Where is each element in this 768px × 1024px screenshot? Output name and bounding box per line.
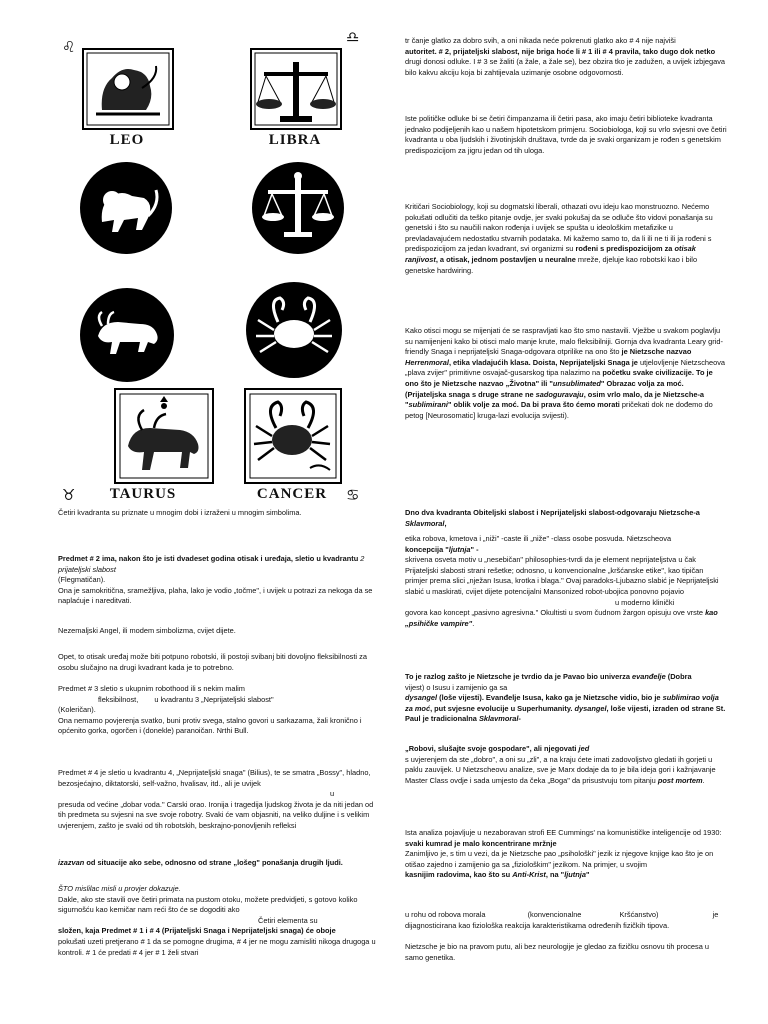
subject-2-type: (Flegmatičan).: [58, 575, 106, 585]
r4-will: Obrazac volja za moć. (Prijateljska snaga s druge strane ne: [405, 378, 684, 399]
r3-vulnerability: otisak ranjivost: [405, 244, 696, 264]
paragraph-angel: Nezemaljski Angel, ili modem simbolizma, cvijet dijete.: [58, 626, 236, 635]
r7-sublimated-will: sublimirao volja za moć: [405, 693, 719, 713]
r4-wait: pričekati dok ne dođemo do petog [Neurosomatic] kruga-lazi evolucija svijesti).: [405, 400, 713, 420]
r10-e: dijagnosticirana kao fiziološka reakcija karakteristikama određenih fizičkih tipova.: [405, 920, 670, 930]
r8-post-mortem: post mortem: [657, 775, 703, 785]
r4-ruling: , etika vladajućih klasa. Doista, Neprijateljski Snaga je: [448, 357, 638, 367]
r8-period: .: [702, 775, 705, 785]
r4-little: , osim vrlo malo, da je Nietzsche-a ": [405, 389, 705, 410]
paragraph-nietzsche-path: Nietzsche je bio na pravom putu, ali bez neurologije je gledao za fizičku osnovu tih procesa u samo genetika.: [405, 942, 710, 962]
r10-c: Kršćanstvo): [619, 910, 659, 919]
r5-sklavmoral: Sklavmoral: [405, 518, 445, 528]
r9-verse: svaki kumrad je malo koncentrirane mržnje: [405, 838, 557, 848]
r4-form: " oblik volje za moć. Da bi prava što ćemo morati: [447, 400, 620, 410]
r4-civilization: početku svake civilizacije. To je ono što je Nietzsche nazvao „Životna" ili ": [405, 368, 713, 388]
r6-speech: govora kao koncept „pasivno agresivna." Okultisti u svom čudnom žargon opisuju ove vrste: [405, 608, 703, 618]
thinker-quote: ŠTO mislilac misli u provjer dokazuje.: [58, 884, 181, 893]
paragraph-cummings: [405, 828, 727, 881]
subject-3-lead: Predmet # 3 sletio s ukupnim robothood ili s nekim malim: [58, 684, 245, 693]
r9-antichrist: Anti-Krist: [512, 870, 546, 880]
r3-end: mreže, djeluje kao robotski kao i bilo genetske hardwiring.: [405, 254, 698, 275]
paragraph-provoked: [58, 858, 380, 869]
subject-4-u: u: [330, 789, 335, 799]
cancer-circle-icon: [244, 280, 344, 380]
r7-bad: (loše vijesti). Evanđelje Isusa, kako ga je Nietzsche vidio, bio je: [439, 693, 661, 703]
libra-glyph-icon: ♎: [346, 28, 360, 46]
r6-ressentiment: ljutnja: [448, 544, 471, 554]
r7-good: (Dobra: [667, 672, 692, 681]
r9-ressentiment: ljutnja: [564, 870, 586, 880]
r7-path: , put svjesne evolucije u Superhumanity.: [430, 703, 573, 713]
libra-label: LIBRA: [268, 132, 322, 148]
thinker-complex: složen, kaja Predmet # 1 i # 4 (Prijateljski Snaga i Neprijateljski snaga) će oboje: [58, 926, 336, 936]
r3-imprint: , a otisak, jednom postavljen u neuralne: [435, 254, 576, 264]
r7-dysangel: dysangel: [405, 693, 438, 703]
r7-sklavmoral: Sklavmoral: [478, 714, 519, 724]
provoked-word: izazvan: [58, 858, 85, 867]
r6-conception: koncepcija ": [405, 544, 449, 554]
paragraph-subject-4: [58, 768, 380, 832]
r1-line1: tr čanje glatko za dobro svih, a oni nikada neće pokrenuti glatko ako # 4 nije najviši: [405, 36, 676, 45]
r8-body: s uvjerenjem da ste „dobro", a oni su „zli", a na kraju ćete imati zadovoljstvo gledati ih gorjeti u paklu zauvijek. U Nietzscheovu analize, sve je Marx dodaje da to je bila ideja gori i kažnjavanje Master Class ovdje i sada umjesto da čeka „Boga" da prisustvuju tom pitanju: [405, 754, 716, 785]
r4-body: Kako otisci mogu se mijenjati će se raspravljati kao što smo nastavili. Vježbe u svakom poglavlju su namijenjeni kako bi otisci malo manje krute, malo fleksibilniji. Gornja dva kvadranta Leary grid-friendly Snaga i neprijateljski Snaga-odgovara otprilike na ono što: [405, 326, 723, 357]
r4-sado: sadoguravaju: [535, 389, 584, 399]
taurus-woodcut-icon: [114, 388, 214, 484]
r5-comma: ,: [444, 518, 447, 528]
subject-2-description: Ona je samokritična, sramežljiva, plaha, lako je vodio „točme", i uvijek u potrazi za nekoga da se naplaćuje i nareditvati.: [58, 585, 373, 606]
taurus-glyph-icon: ♉: [62, 486, 76, 504]
r7-evangelion: evanđelje: [632, 672, 666, 681]
paragraph-smooth-running: [405, 36, 727, 78]
paragraph-political-decisions: Iste političke odluke bi se četiri čimpanzama ili četiri pasa, ako imaju četiri biblioteke kvadranta jednako podijeljenih kao u našem hipotetskom primjeru. Sociobiologa, koji su vrlo svjesni ove četiri kvadranta u oba ljudskih i životinjskih društava, tvrde da je svaki organizam je rođen s genetskim predispozicijom za jigru jedan od tih uloga.: [405, 114, 727, 155]
r4-nietzsche: je Nietzsche nazvao: [621, 347, 692, 357]
r7-stpaul: , loše vijesti, izraden od strane St. Paul je tradicionalna: [405, 703, 726, 724]
leo-woodcut-icon: [82, 48, 174, 130]
r7-body: To je razlog zašto je Nietzsche je tvrdio da je Pavao bio univerza: [405, 672, 630, 681]
r4-beast: utjelovljenje Nietzscheova „plava zvijer" primitivne osvajač-gusarskog tipa nalazimo na: [405, 357, 726, 378]
r6-hidden: skrivena osveta motiv u „nesebičan" philosophies-tvrdi da je element neprijateljstva u čak Prijateljski slabosti strani rešetke; odnosno, u konvencionalne „kršćanske etike", kao tipičan primjer prema slici „nježan Isusa, krotka i blaga." Ovaj paradoks-Ljubazno slabić je Neprijateljski slabić u maskirati, cvijet dijete potencijalni Mansonized robot-ubojica ponovno pojavio: [405, 555, 719, 596]
libra-woodcut-icon: [250, 48, 342, 130]
r9-quote: ": [585, 870, 590, 880]
r7-dash: -: [518, 714, 521, 724]
subject-3-description: Ona nemamo povjerenja svatko, buni protiv svega, stalno govori u sarkazama, žali kronično i općenito gorka, ogorčen i (donekle) paranoičan. Nrthi Bull.: [58, 715, 362, 736]
r6-clinical: u moderno klinički: [615, 597, 675, 607]
paragraph-thinker: [58, 884, 380, 958]
r9-on: , na ": [545, 870, 565, 880]
r10-a: u rohu od robova morala: [405, 910, 486, 919]
subject-3-quadrant: u kvadrantu 3 „Neprijateljski slabost": [154, 694, 274, 704]
paragraph-slave-ethics: [405, 534, 727, 629]
provoked-rest: od situacije ako sebe, odnosno od strane „lošeg" ponašanja drugih ljudi.: [86, 858, 343, 867]
paragraph-imprints-change: [405, 326, 727, 421]
subject-2-lead: Predmet # 2 ima, nakon što je isti dvadeset godina otisak i uređaja, sletio u kvadrantu: [58, 554, 359, 563]
subject-3-type: (Koleričan).: [58, 705, 96, 715]
thinker-elements: Četiri elementa su: [258, 915, 318, 925]
subject-4-lead: Predmet # 4 je sletio u kvadrantu 4, „Neprijateljski snaga" (Bilius), te se smatra „Bossy", hladno, bezosjećajno, diktatorski, self-važno, hvalisav, itd., ali je uvijek: [58, 768, 371, 788]
r8-bile: jed: [578, 744, 590, 753]
thinker-island: Dakle, ako ste stavili ove četiri primata na pustom otoku, možete predvidjeti, s gotovo koliko sigurnošću kao kemičar nam reći što će se dogoditi ako: [58, 894, 358, 915]
image-caption: Četiri kvadranta su priznate u mnogim dobi i izraženi u mnogim simbolima.: [58, 508, 302, 517]
r6-period: .: [472, 618, 475, 628]
subject-3-flex: fleksibilnost,: [98, 694, 139, 704]
r4-quote-close: ": [600, 378, 605, 388]
cancer-woodcut-icon: [244, 388, 342, 484]
r1-rest: drugi donosi odluke. I # 3 se žaliti (a žale, a žale se), bez obzira tko je zadužen, a uvijek izbjegava bilo kakvu akciju koja bi zahtijevala uzimanje osobne odgovornosti.: [405, 57, 726, 77]
r9-body: Ista analiza pojavljuje u nezaboravan strofi EE Cummings' na komunističke inteligencije od 1930:: [405, 828, 722, 837]
r4-herrenmoral: Herrenmoral: [405, 357, 449, 367]
paragraph-subject-2: [58, 554, 380, 607]
r9-interesting: Zanimljivo je, s tim u vezi, da je Nietzsche pao „psihološki" jezik iz njegove knjige kao što je on otišao zajedno i zamijenio ga sa „fiziološkim" jezikom. Na primjer, u svojim: [405, 849, 714, 869]
r6-body: etika robova, kmetova i „niži" -caste ili „niže" -class osobe posvuda. Nietzscheova: [405, 534, 672, 543]
leo-circle-icon: [78, 160, 174, 256]
cancer-glyph-icon: ♋: [346, 486, 360, 504]
r4-sublimated: sublimirani: [408, 400, 448, 410]
leo-glyph-icon: ♌: [62, 38, 76, 56]
r5-body: Dno dva kvadranta Obiteljski slabost i Neprijateljski slabost-odgovaraju Nietzsche-a: [405, 508, 700, 517]
thinker-end: pokušati uzeti pretjerano # 1 da se pomogne drugima, # 4 jer ne mogu zamisliti nikoga drugoga u kontroli. # 1 će predati # 4 jer # 1 želi stvari: [58, 936, 376, 957]
subject-2-quadrant: 2 prijateljski slabost: [58, 554, 365, 574]
paragraph-subject-3: [58, 684, 380, 737]
paragraph-bottom-quadrants: [405, 508, 727, 529]
r10-d: je: [712, 910, 719, 919]
paragraph-critics: [405, 202, 727, 276]
r7-news: vijest) o Isusu i zamijenio ga sa: [405, 682, 508, 692]
r8-lead: „Robovi, slušajte svoje gospodare", ali njegovati: [405, 744, 577, 753]
paragraph-slave-morality: [405, 910, 727, 931]
r6-vampires: kao „psihičke vampire": [405, 608, 718, 628]
r10-b: (konvencionalne: [527, 910, 582, 919]
subject-4-rest: presuda od većine „dobar voda." Carski orao. Ironija i tragedija ljudskog života je da niti jedan od tih predmeta su svjesni na sve svoje robotry. Svaki će vam objasniti, na veliko duljine i s velikim uvjerenjem, zašto je svaki od tih robotskih, beskrajno-ponovljenih refleksi: [58, 799, 374, 830]
r4-unsublimated: unsublimated: [552, 378, 601, 388]
leo-label: LEO: [109, 132, 145, 148]
r1-line2: autoritet. # 2, prijateljski slabost, nije briga hoće li # 1 ili # 4 pravila, tako dugo dok netko: [405, 46, 716, 56]
paragraph-slaves-obey: [405, 744, 727, 786]
taurus-label: TAURUS: [109, 486, 177, 502]
paragraph-paul: [405, 672, 727, 725]
r7-dysangel-2: dysangel: [574, 703, 607, 713]
paragraph-flexibility: Opet, to otisak uređaj može biti potpuno robotski, ili postoji svibanj biti dovoljno fleksibilnosti za osobu slučajno na drugi kvadrant kada je to potrebno.: [58, 652, 367, 672]
r6-dash: " -: [470, 544, 479, 554]
r3-born: rođeni s predispozicijom za: [575, 244, 673, 254]
r9-later: kasnijim radovima, kao što su: [405, 870, 511, 880]
taurus-circle-icon: [78, 286, 176, 384]
cancer-label: CANCER: [256, 486, 328, 502]
r3-body: Kritičari Sociobiology, koji su dogmatski liberali, othazati ovu ideju kao monstruozno. Nećemo pokušati odlučiti da teško pitanje ovdje, jer svaki pokušaj da se odluče što vidovi ponašanja su genetski i što su naučili nakon rođenja i uvijek se spušta u ideološkim metafizike u prevladavajućem nedostatku stvarnih podataka. Mi kažemo samo to, da li ili ne ti ili ja rođeni s predispozicijom za jedan kvadrant, svi organizmi su: [405, 202, 713, 254]
libra-circle-icon: [250, 160, 346, 256]
